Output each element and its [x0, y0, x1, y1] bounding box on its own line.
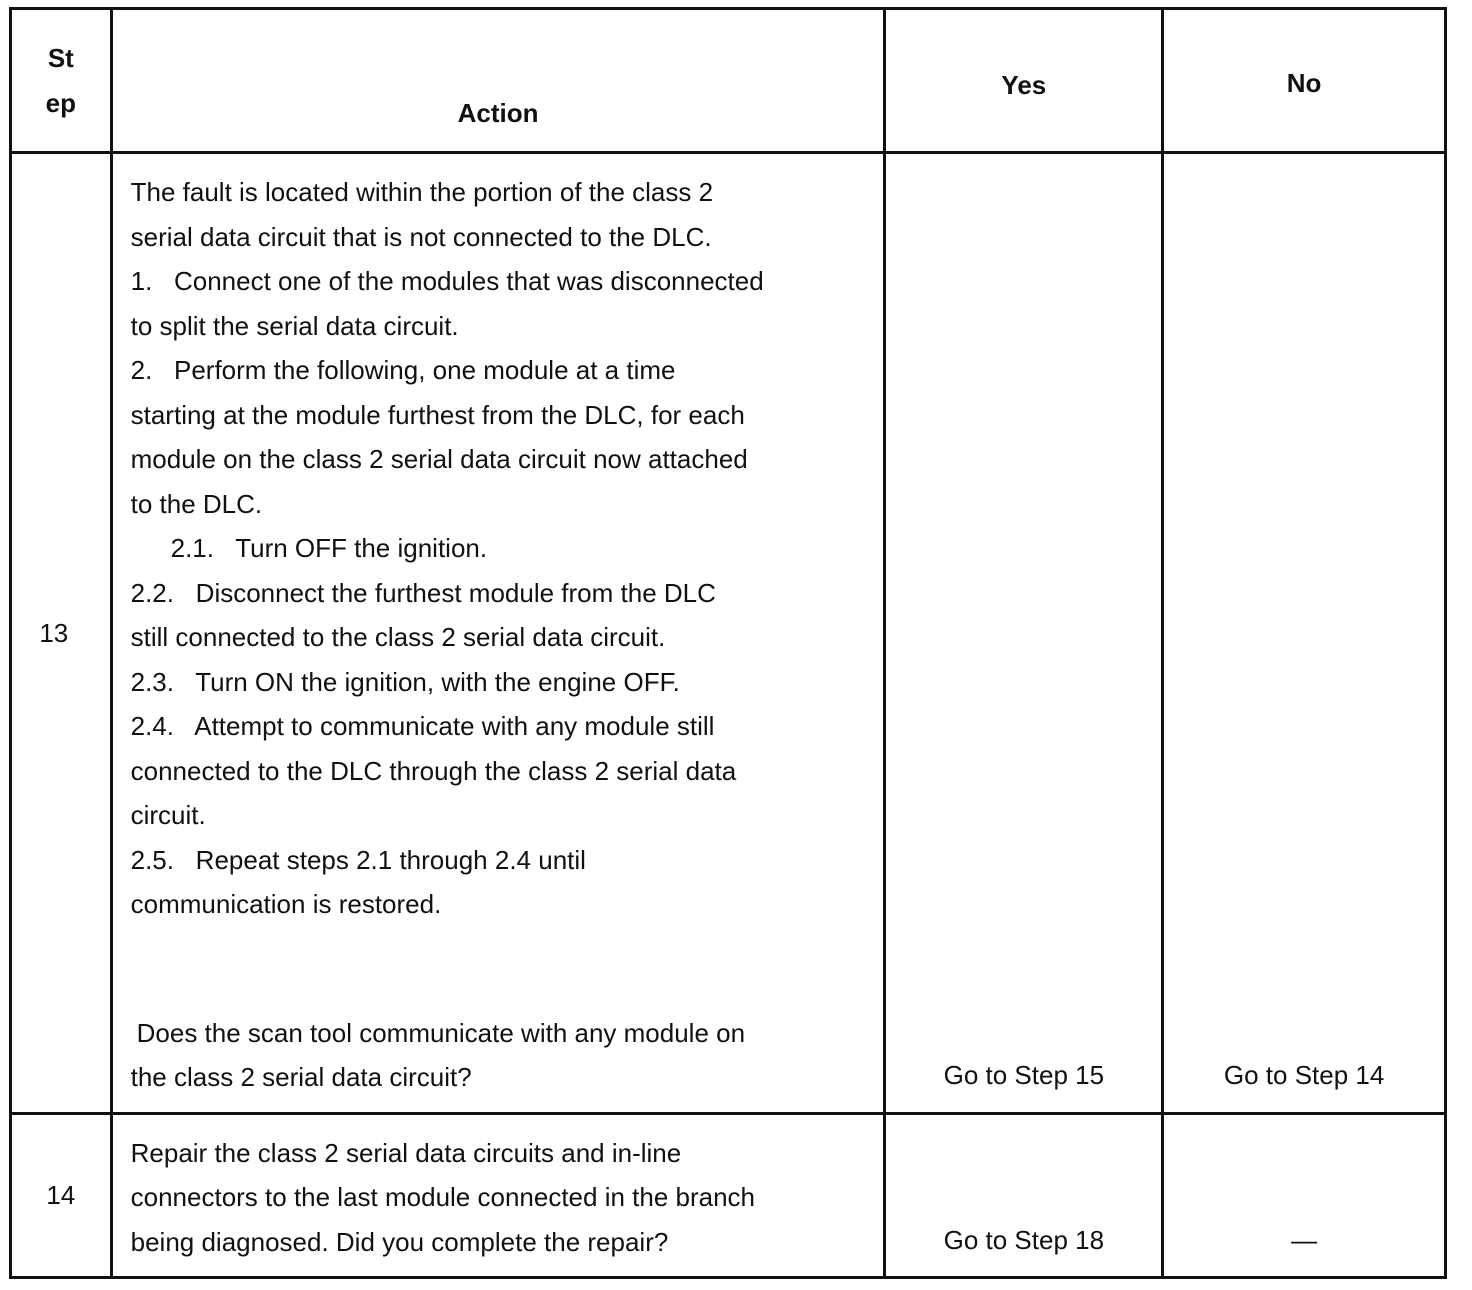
header-row	[11, 9, 1446, 153]
diagnostic-table	[9, 7, 1447, 1279]
yes-result: Go to Step 15	[885, 153, 1163, 1114]
header-no: No	[1163, 9, 1446, 153]
action-line: 2.5. Repeat steps 2.1 through 2.4 until	[130, 844, 586, 875]
action-cell	[111, 1113, 885, 1277]
question-line: Does the scan tool communicate with any module on	[136, 1017, 746, 1048]
action-line: connectors to the last module connected in the branch	[130, 1182, 756, 1213]
header-action: Action	[111, 9, 885, 153]
action-line: serial data circuit that is not connected to the DLC.	[130, 221, 712, 252]
action-line: connected to the DLC through the class 2 serial data	[130, 755, 737, 786]
table-row-step-14	[11, 1113, 1446, 1277]
yes-result: Go to Step 18	[885, 1113, 1163, 1277]
no-result: Go to Step 14	[1163, 153, 1446, 1114]
action-line: 2.1. Turn OFF the ignition.	[170, 533, 488, 564]
action-line: circuit.	[130, 800, 206, 831]
header-step-line2: ep	[45, 87, 76, 118]
action-line: being diagnosed. Did you complete the repair?	[130, 1226, 669, 1257]
action-line: module on the class 2 serial data circuit now attached	[130, 444, 748, 475]
action-line: 2.2. Disconnect the furthest module from the DLC	[130, 577, 716, 608]
step-number: 13	[11, 153, 112, 1114]
question-line: the class 2 serial data circuit?	[130, 1062, 472, 1093]
no-result: —	[1163, 1113, 1446, 1277]
action-line: 1. Connect one of the modules that was disconnected	[130, 266, 764, 297]
action-line: 2.4. Attempt to communicate with any module still	[130, 711, 715, 742]
header-step-line1: St	[47, 43, 74, 74]
action-line: 2. Perform the following, one module at a time	[130, 355, 676, 386]
step-number: 14	[11, 1113, 112, 1277]
spacer	[131, 927, 824, 1011]
action-line: still connected to the class 2 serial data circuit.	[130, 622, 666, 653]
action-line: to split the serial data circuit.	[130, 310, 459, 341]
header-step	[11, 9, 112, 153]
header-yes: Yes	[885, 9, 1163, 153]
action-cell	[111, 153, 885, 1114]
table-row-step-13	[11, 153, 1446, 1114]
action-line: to the DLC.	[130, 488, 263, 519]
action-line: Repair the class 2 serial data circuits and in-line	[130, 1137, 682, 1168]
action-line: 2.3. Turn ON the ignition, with the engine OFF.	[130, 666, 680, 697]
action-line: The fault is located within the portion of the class 2	[130, 177, 714, 208]
action-line: communication is restored.	[130, 889, 442, 920]
action-line: starting at the module furthest from the DLC, for each	[130, 399, 745, 430]
